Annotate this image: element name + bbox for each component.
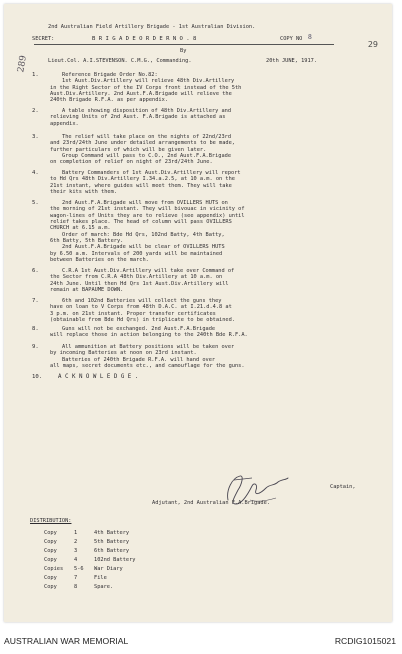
page-number: 29	[367, 40, 378, 49]
distribution-row: Copy 3 6th Battery	[44, 548, 130, 554]
copy-no-label: COPY NO	[280, 36, 303, 42]
distribution-row: Copy 1 4th Battery	[44, 530, 130, 536]
acknowledge-line: A C K N O W L E D G E .	[58, 374, 139, 380]
paragraph-6: C.R.A 1st Aust.Div.Artillery will take over Command of the Sector from C.R.A 48th Div.Artillery at 10 a.m. on 24th June. Until then Hd Qrs 1st Aust.Div.Artillery will remain at BAPAUME DOWN.	[50, 268, 235, 294]
distribution-row: Copy 2 5th Battery	[44, 539, 130, 545]
secret-label: SECRET:	[32, 36, 55, 42]
signatory-rank: Captain,	[330, 484, 356, 490]
distribution-row: Copy 4 102nd Battery	[44, 557, 136, 563]
paragraph-8: Guns will not be exchanged. 2nd Aust.F.A.Brigade will replace those in action belonging to the 240th Bde R.F.A.	[50, 326, 248, 339]
document-page	[4, 4, 392, 622]
para-number: 8.	[32, 326, 39, 332]
copy-no-value: 8	[308, 34, 312, 41]
order-title: B R I G A D E O R D E R N O . 8	[92, 36, 197, 42]
distribution-row: Copy 7 File	[44, 575, 107, 581]
signatory-position: Adjutant, 2nd Australian F.A.Brigade.	[152, 500, 270, 506]
para-number: 7.	[32, 298, 39, 304]
paragraph-9: All ammunition at Battery positions will be taken over by incoming Batteries at noon on 23rd instant. Batteries of 240th Brigade R.F.A. will hand over all maps, secret documents etc., and camouflage for the guns.	[50, 344, 245, 370]
paragraph-7: 6th and 102nd Batteries will collect the guns they have on loan to V Corps from 48th D.A.C. at I.21.d.4.8 at 3 p.m. on 21st instant. Proper transfer certificates (obtainable from Bde Hd Qrs) in triplicate to be obtained.	[50, 298, 235, 324]
paragraph-2: A table showing disposition of 48th Div.Artillery and relieving Units of 2nd Aust. F.A.Brigade is attached as appendix.	[50, 108, 232, 127]
para-number: 9.	[32, 344, 39, 350]
archive-footer	[0, 626, 402, 654]
header-unit-line: 2nd Australian Field Artillery Brigade - 1st Australian Division.	[48, 24, 256, 30]
para-number: 5.	[32, 200, 39, 206]
commander-line: Lieut.Col. A.I.STEVENSON. C.M.G., Commanding.	[48, 58, 192, 64]
header-divider	[34, 44, 334, 45]
para-number: 2.	[32, 108, 39, 114]
file-number-handwritten: 289	[16, 54, 30, 74]
distribution-row: Copies 5-6 War Diary	[44, 566, 123, 572]
order-date: 20th JUNE, 1917.	[266, 58, 318, 64]
footer-institution: AUSTRALIAN WAR MEMORIAL	[4, 636, 129, 646]
distribution-title: DISTRIBUTION:	[30, 518, 72, 524]
paragraph-4: Battery Commanders of 1st Aust.Div.Artillery will report to Hd Qrs 48th Div.Artillery I.34.a.2.5, at 10 a.m. on the 21st instant, where guides will meet them. They will take their kits with them.	[50, 170, 241, 196]
footer-record-id: RCDIG1015021	[334, 636, 396, 646]
paragraph-5: 2nd Aust.F.A.Brigade will move from OVILLERS HUTS on the morning of 21st instant. They will bivouac in vicinity of wagon-lines of Units they are to relieve (see appendix) until relief takes place. The head of column will pass OVILLERS CHURCH at 6.15 a.m. Order of march: Bde Hd Qrs, 102nd Batty, 4th Batty, 6th Batty, 5th Battery. 2nd Aust.F.A.Brigade will be clear of OVILLERS HUTS by 6.50 a.m. Intervals of 200 yards will be maintained between Batteries on the march.	[50, 200, 245, 264]
para-number: 10.	[32, 374, 43, 380]
para-number: 1.	[32, 72, 39, 78]
para-number: 3.	[32, 134, 39, 140]
paragraph-1: Reference Brigade Order No.82: 1st Aust.Div.Artillery will relieve 48th Div.Artillery in the Right Sector of the IV Corps front instead of the 5th Aust.Div.Artillery. 2nd Aust.F.A.Brigade will relieve the 240th Brigade R.F.A. as per appendix.	[50, 72, 242, 104]
para-number: 6.	[32, 268, 39, 274]
para-number: 4.	[32, 170, 39, 176]
distribution-row: Copy 8 Spare.	[44, 584, 114, 590]
paragraph-3: The relief will take place on the nights of 22nd/23rd and 23rd/24th June under detailed arrangements to be made, further particulars of which will be given later. Group Command will pass to C.O., 2nd Aust.F.A.Brigade on completion of relief on night of 23rd/24th June.	[50, 134, 235, 166]
by-label: By	[180, 48, 187, 54]
